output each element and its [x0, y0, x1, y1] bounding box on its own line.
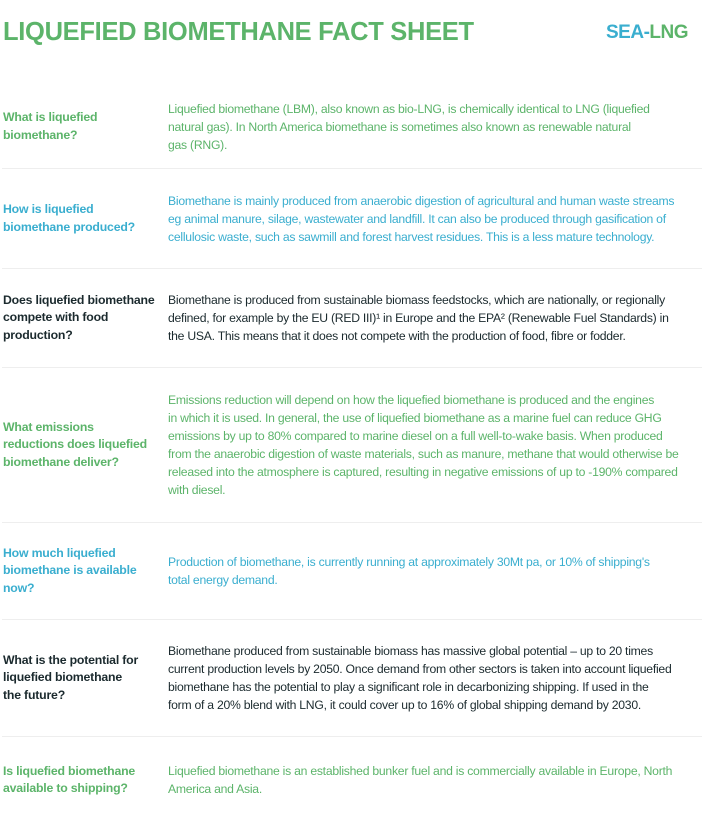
answer-line: Production of biomethane, is currently running at approximately 30Mt pa, or 10% of shipping's [168, 555, 650, 569]
answer-line: Biomethane is produced from sustainable biomass feedstocks, which are nationally, or regionally [168, 293, 665, 307]
logo-dash: - [643, 22, 650, 43]
logo-sea: SEA [606, 22, 644, 43]
faq-row [0, 269, 703, 367]
answer-line: released into the atmosphere is captured, resulting in negative emissions of up to -190% compared [168, 465, 678, 479]
answer-line: natural gas). In North America biomethane is sometimes also known as renewable natural [168, 119, 631, 134]
answer-line: Biomethane is mainly produced from anaerobic digestion of agricultural and human waste streams [168, 193, 675, 208]
faq-row [0, 523, 703, 619]
answer-line: biomethane has the potential to play a significant role in decarbonizing shipping. If used in the [168, 680, 649, 694]
answer-line: America and Asia. [168, 782, 262, 796]
answer-line: gas (RNG). [168, 137, 228, 152]
faq-row [0, 85, 703, 168]
faq-question: What is liquefied biomethane? [3, 110, 98, 142]
answer-line: Emissions reduction will depend on how the liquefied biomethane is produced and the engines [168, 393, 655, 407]
answer-line: with diesel. [168, 483, 226, 497]
faq-row [0, 620, 703, 736]
faq-answer [168, 642, 703, 714]
answer-line: Liquefied biomethane is an established bunker fuel and is commercially available in Europe, North [168, 764, 673, 778]
faq-question: What is the potential for liquefied biomethane the future? [3, 652, 139, 702]
answer-line: Liquefied biomethane (LBM), also known as bio-LNG, is chemically identical to LNG (liquefied [168, 101, 650, 116]
logo-lng: LNG [649, 22, 689, 43]
answer-line: cellulosic waste, such as sawmill and forest harvest residues. This is a less mature technology. [168, 229, 655, 244]
answer-line: in which it is used. In general, the use of liquefied biomethane as a marine fuel can reduce GHG [168, 411, 662, 425]
answer-line: form of a 20% blend with LNG, it could cover up to 16% of global shipping demand by 2030. [168, 698, 641, 712]
faq-question: Does liquefied biomethane compete with food production? [3, 292, 155, 342]
page-title: LIQUEFIED BIOMETHANE FACT SHEET [3, 16, 474, 46]
faq-answer [168, 762, 703, 798]
faq-answer [168, 291, 703, 345]
faq-answer [168, 100, 703, 154]
answer-line: current production levels by 2050. Once demand from other sectors is taken into account liquefied [168, 662, 672, 676]
faq-answer [168, 192, 703, 246]
faq-question: How much liquefied biomethane is available now? [3, 545, 137, 595]
faq-row [0, 169, 703, 268]
faq-question: Is liquefied biomethane available to shipping? [3, 763, 136, 795]
sea-lng-logo [606, 22, 688, 44]
answer-line: eg animal manure, silage, wastewater and landfill. It can also be produced through gasification of [168, 211, 666, 226]
faq-row [0, 737, 703, 823]
faq-row [0, 368, 703, 522]
answer-line: the USA. This means that it does not compete with the production of food, fibre or fodder. [168, 329, 626, 343]
faq-answer [168, 391, 703, 499]
answer-line: defined, for example by the EU (RED III)¹ in Europe and the EPA² (Renewable Fuel Standards) in [168, 311, 669, 325]
answer-line: total energy demand. [168, 573, 278, 587]
answer-line: emissions by up to 80% compared to marine diesel on a full well-to-wake basis. When produced [168, 429, 663, 443]
faq-question: What emissions reductions does liquefied biomethane deliver? [3, 419, 147, 469]
answer-line: Biomethane produced from sustainable biomass has massive global potential – up to 20 times [168, 644, 653, 658]
faq-question: How is liquefied biomethane produced? [3, 202, 135, 234]
faq-answer [168, 553, 703, 589]
answer-line: from the anaerobic digestion of waste materials, such as manure, methane that would otherwise be [168, 447, 679, 461]
